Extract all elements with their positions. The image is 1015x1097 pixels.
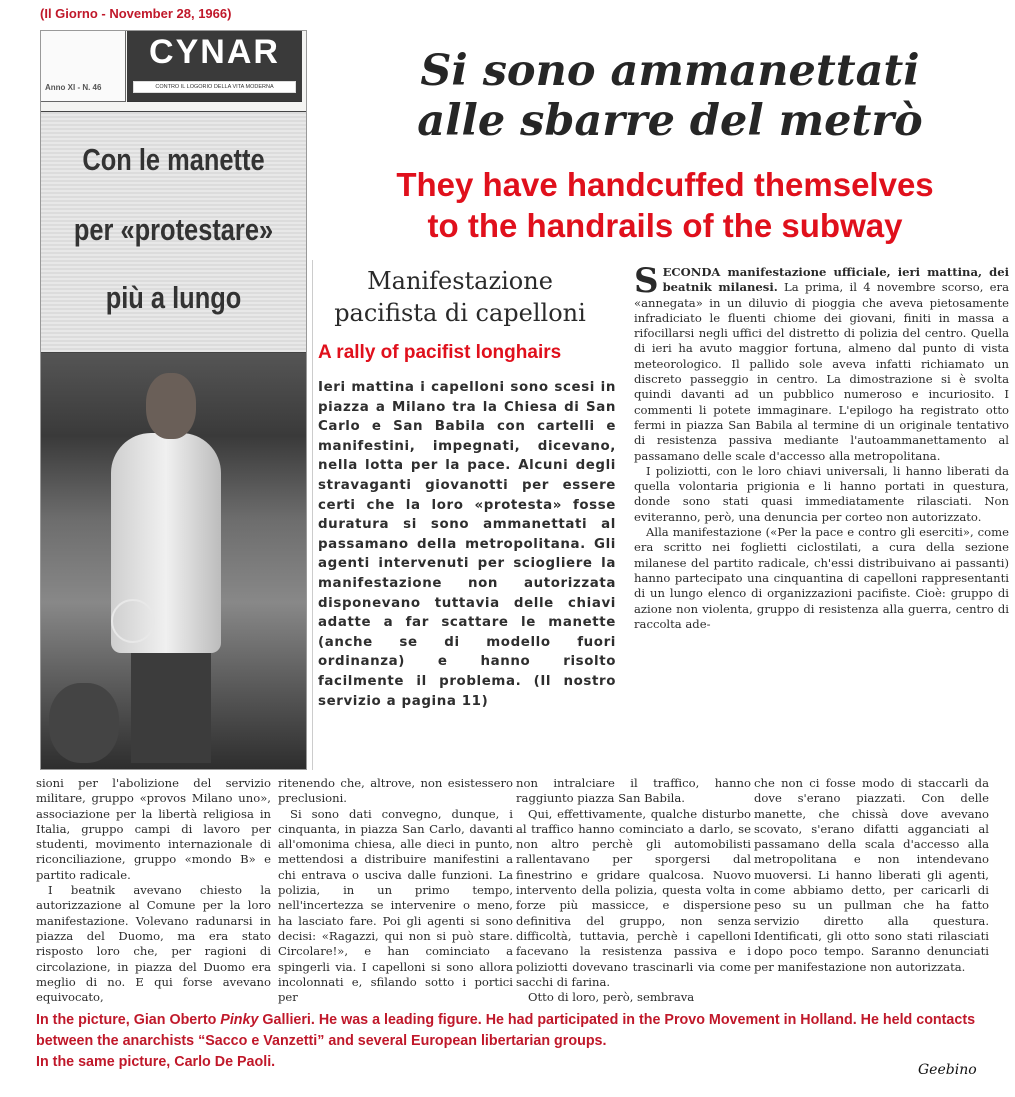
issue-number: Anno XI - N. 46 xyxy=(45,83,102,92)
caption-line-3: In the same picture, Carlo De Paoli. xyxy=(36,1054,276,1070)
col4-paragraph-1: che non ci fosse modo di staccarli da dove s'erano piazzati. Con delle manette, che chissà dove avevano scovato, s'erano difatti agganciati al passamano della scala d'accesso alla metropolitana e non intendevano muoversi. Li hanno liberati gli agenti, come abbiamo detto, per caricarli di peso su un pullman che ha fatto servizio diretto alla questura. Identificati, gli otto sono stati rilasciati dopo poco tempo. Saranno denunciati per manifestazione non autorizzata. xyxy=(754,776,989,974)
article-column-3 xyxy=(516,776,751,1005)
headline-italian-1: Si sono ammanettati xyxy=(420,46,920,96)
caption-part-1: In the picture, Gian Oberto xyxy=(36,1012,221,1028)
col3-paragraph-2: Qui, effettivamente, qualche disturbo al traffico hanno cominciato a darlo, se non altro perchè gli automobilisti rallentavano per sporgersi dal finestrino e gridare qualcosa. Nuovo intervento della polizia, questa volta in forze più massicce, e dispersione definitiva del gruppo, non senza difficoltà, tuttavia, perchè i capelloni facevano la resistenza passiva e i poliziotti dovevano trascinarli via come sacchi di farina. xyxy=(516,806,751,989)
col2-paragraph-1: ritenendo che, altrove, non esistessero preclusioni. xyxy=(278,776,513,806)
advert-logo: CYNAR xyxy=(149,33,280,71)
kicker-line-3: più a lungo xyxy=(105,280,242,315)
article-column-1 xyxy=(36,776,271,1005)
handcuff-highlight-circle xyxy=(111,599,155,643)
col3-paragraph-3: Otto di loro, però, sembrava xyxy=(528,990,695,1005)
drop-cap: S xyxy=(634,261,659,301)
article-column-4 xyxy=(754,776,989,975)
protester-photo xyxy=(41,353,306,769)
kicker-line-1: Con le manette xyxy=(82,142,265,177)
advert-tagline: CONTRO IL LOGORIO DELLA VITA MODERNA xyxy=(133,81,296,93)
photo-caption xyxy=(36,1010,1006,1073)
headline-english-2: to the handrails of the subway xyxy=(427,207,903,244)
front-page-clipping xyxy=(40,30,307,770)
lead-paragraph: Ieri mattina i capelloni sono scesi in piazza a Milano tra la Chiesa di San Carlo e San Babila con cartelli e manifestini, impegnati, dicevano, nella lotta per la pace. Alcuni degli stravaganti giovanotti per essere certi che la loro «protesta» fosse duratura si sono ammanettati al passamano della metropolitana. Gli agenti intervenuti per sciogliere la manifestazione non autorizzata disponevano tuttavia delle chiavi adatte a far scattare le manette (anche se di modello fuori ordinanza) e hanno risolto facilmente il problema. (Il nostro servizio a pagina 11) xyxy=(318,380,616,709)
photo-figure-legs xyxy=(131,653,211,763)
article-opening-words: ECONDA manifestazione ufficiale, ieri mattina, dei beatnik milanesi. xyxy=(662,265,1009,295)
author-signature: Geebino xyxy=(918,1062,977,1078)
caption-nickname: Pinky xyxy=(220,1012,259,1028)
article-column-2 xyxy=(278,776,513,1005)
photo-second-person xyxy=(49,683,119,763)
subhead-italian-2: pacifista di capelloni xyxy=(334,299,586,327)
caption-part-2: Gallieri. He was a leading figure. He had participated in the Provo Movement in Holland. He held contacts between the anarchists “Sacco e Vanzetti” and several European libertarian groups. xyxy=(36,1012,976,1049)
subhead-english: A rally of pacifist longhairs xyxy=(318,342,562,363)
col3-paragraph-1: non intralciare il traffico, hanno raggiunto piazza San Babila. xyxy=(516,776,751,806)
source-citation: (Il Giorno - November 28, 1966) xyxy=(40,6,232,21)
cynar-advert xyxy=(127,31,302,102)
article-paragraph-2: I poliziotti, con le loro chiavi universali, li hanno liberati da quella volontaria prigionia e li hanno portati in questura, donde sono stati quasi immediatamente rilasciati. Non eviteranno, però, una denuncia per corteo non autorizzato. xyxy=(634,463,1009,524)
masthead-left xyxy=(41,31,126,102)
headline-english-1: They have handcuffed themselves xyxy=(396,166,934,203)
column-divider xyxy=(312,260,313,770)
subhead-italian-1: Manifestazione xyxy=(367,267,553,295)
article-paragraph-1: La prima, il 4 novembre scorso, era «annegata» in un diluvio di pioggia che aveva pietosamente infradiciato le fluenti chiome dei giovani, finiti in massa a rifocillarsi negli uffici del distretto di polizia del centro. Quella di ieri ha avuto maggior fortuna, almeno dal punto di vista meteorologico. Il pallido sole aveva infatti richiamato un discreto passeggio in centro. La dimostrazione si è svolta quindi davanti ad un pubblico numeroso e incuriosito. I commenti li potete immaginare. L'epilogo ha registrato otto fermi in piazza San Babila al termine di un originale tentativo di resistenza passiva mediante l'autoammanettamento al passamano delle scale d'accesso alla metropolitana. xyxy=(634,280,1009,463)
kicker-headline-box xyxy=(41,111,306,353)
article-main-column xyxy=(634,261,1009,632)
headline-italian-2: alle sbarre del metrò xyxy=(417,96,923,146)
kicker-line-2: per «protestare» xyxy=(73,212,274,247)
photo-figure-head xyxy=(146,373,196,439)
col1-paragraph-2: I beatnik avevano chiesto la autorizzazione al Comune per la loro manifestazione. Volevano radunarsi in piazza del Duomo, ma era stato risposto loro che, per ragioni di circolazione, in piazza del Duomo era meglio di no. E qui forse avevano equivocato, xyxy=(36,883,271,1005)
col2-paragraph-2: Si sono dati convegno, dunque, i cinquanta, in piazza San Carlo, davanti all'omonima chiesa, alle dieci in punto, mettendosi a distribuire manifestini a chi entrava o usciva dalle funzioni. La polizia, in un primo tempo, nell'incertezza se intervenire o meno, ha lasciato fare. Poi gli agenti si sono decisi: «Ragazzi, qui non si può stare. Circolare!», e han cominciato a spingerli via. I capelloni si sono allora incolonnati e, sfilando sotto i portici per xyxy=(278,806,513,1005)
col1-paragraph-1: sioni per l'abolizione del servizio militare, gruppo «provos Milano uno», associazione per la libertà religiosa in Italia, gruppo campi di lavoro per studenti, movimento internazionale di riconciliazione, gruppo «mondo B» e partito radicale. xyxy=(36,776,271,882)
article-paragraph-3: Alla manifestazione («Per la pace e contro gli eserciti», come era scritto nei foglietti ciclostilati, a cura della sezione milanese del partito radicale, ch'essi distribuivano ai passanti) hanno partecipato una cinquantina di capelloni rappresentanti di un lungo elenco di organizzazioni pacifiste. Cioè: gruppo di azione non violenta, gruppo di resistenza alla guerra, centro di raccolta ade- xyxy=(634,525,1009,631)
